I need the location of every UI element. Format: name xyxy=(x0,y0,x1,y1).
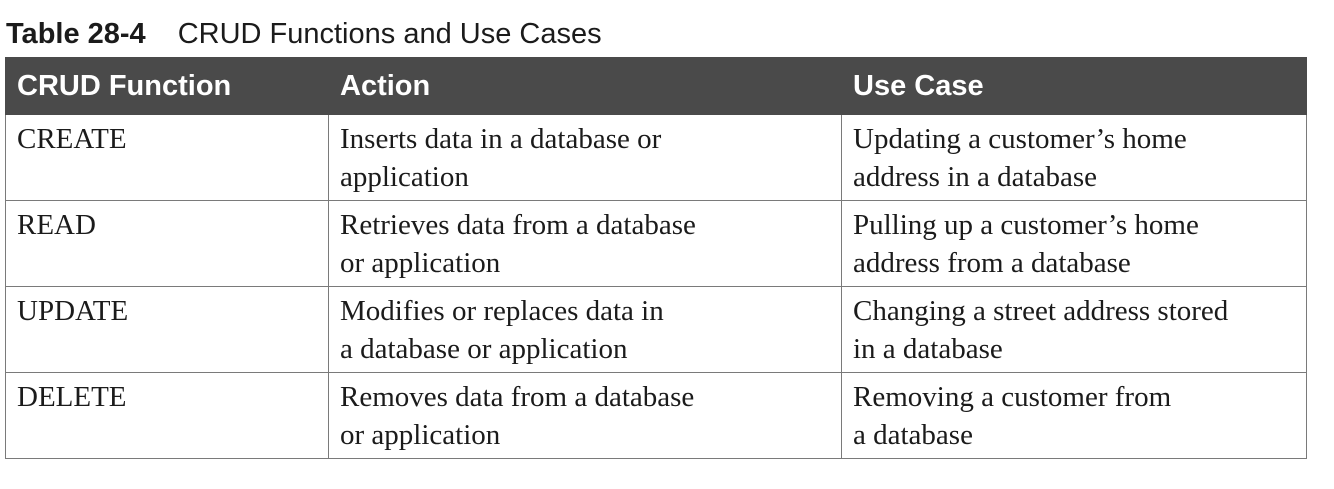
cell-use-case: Changing a street address stored in a database xyxy=(842,287,1307,373)
cell-crud-function: CREATE xyxy=(6,115,329,201)
column-header-crud-function: CRUD Function xyxy=(6,58,329,115)
table-number: Table 28-4 xyxy=(6,18,146,50)
cell-use-case: Removing a customer from a database xyxy=(842,373,1307,459)
table-row-create xyxy=(6,115,1307,201)
cell-action: Retrieves data from a database or application xyxy=(329,201,842,287)
crud-table xyxy=(5,57,1307,459)
cell-action: Removes data from a database or application xyxy=(329,373,842,459)
table-caption xyxy=(6,18,602,51)
cell-use-case: Pulling up a customer’s home address from a database xyxy=(842,201,1307,287)
cell-crud-function: READ xyxy=(6,201,329,287)
cell-use-case: Updating a customer’s home address in a database xyxy=(842,115,1307,201)
cell-action: Modifies or replaces data in a database or application xyxy=(329,287,842,373)
column-header-use-case: Use Case xyxy=(842,58,1307,115)
column-header-action: Action xyxy=(329,58,842,115)
cell-crud-function: UPDATE xyxy=(6,287,329,373)
table-header-row xyxy=(6,58,1307,115)
table-row-delete xyxy=(6,373,1307,459)
cell-crud-function: DELETE xyxy=(6,373,329,459)
table-row-read xyxy=(6,201,1307,287)
cell-action: Inserts data in a database or application xyxy=(329,115,842,201)
table-title: CRUD Functions and Use Cases xyxy=(177,18,602,50)
table-row-update xyxy=(6,287,1307,373)
